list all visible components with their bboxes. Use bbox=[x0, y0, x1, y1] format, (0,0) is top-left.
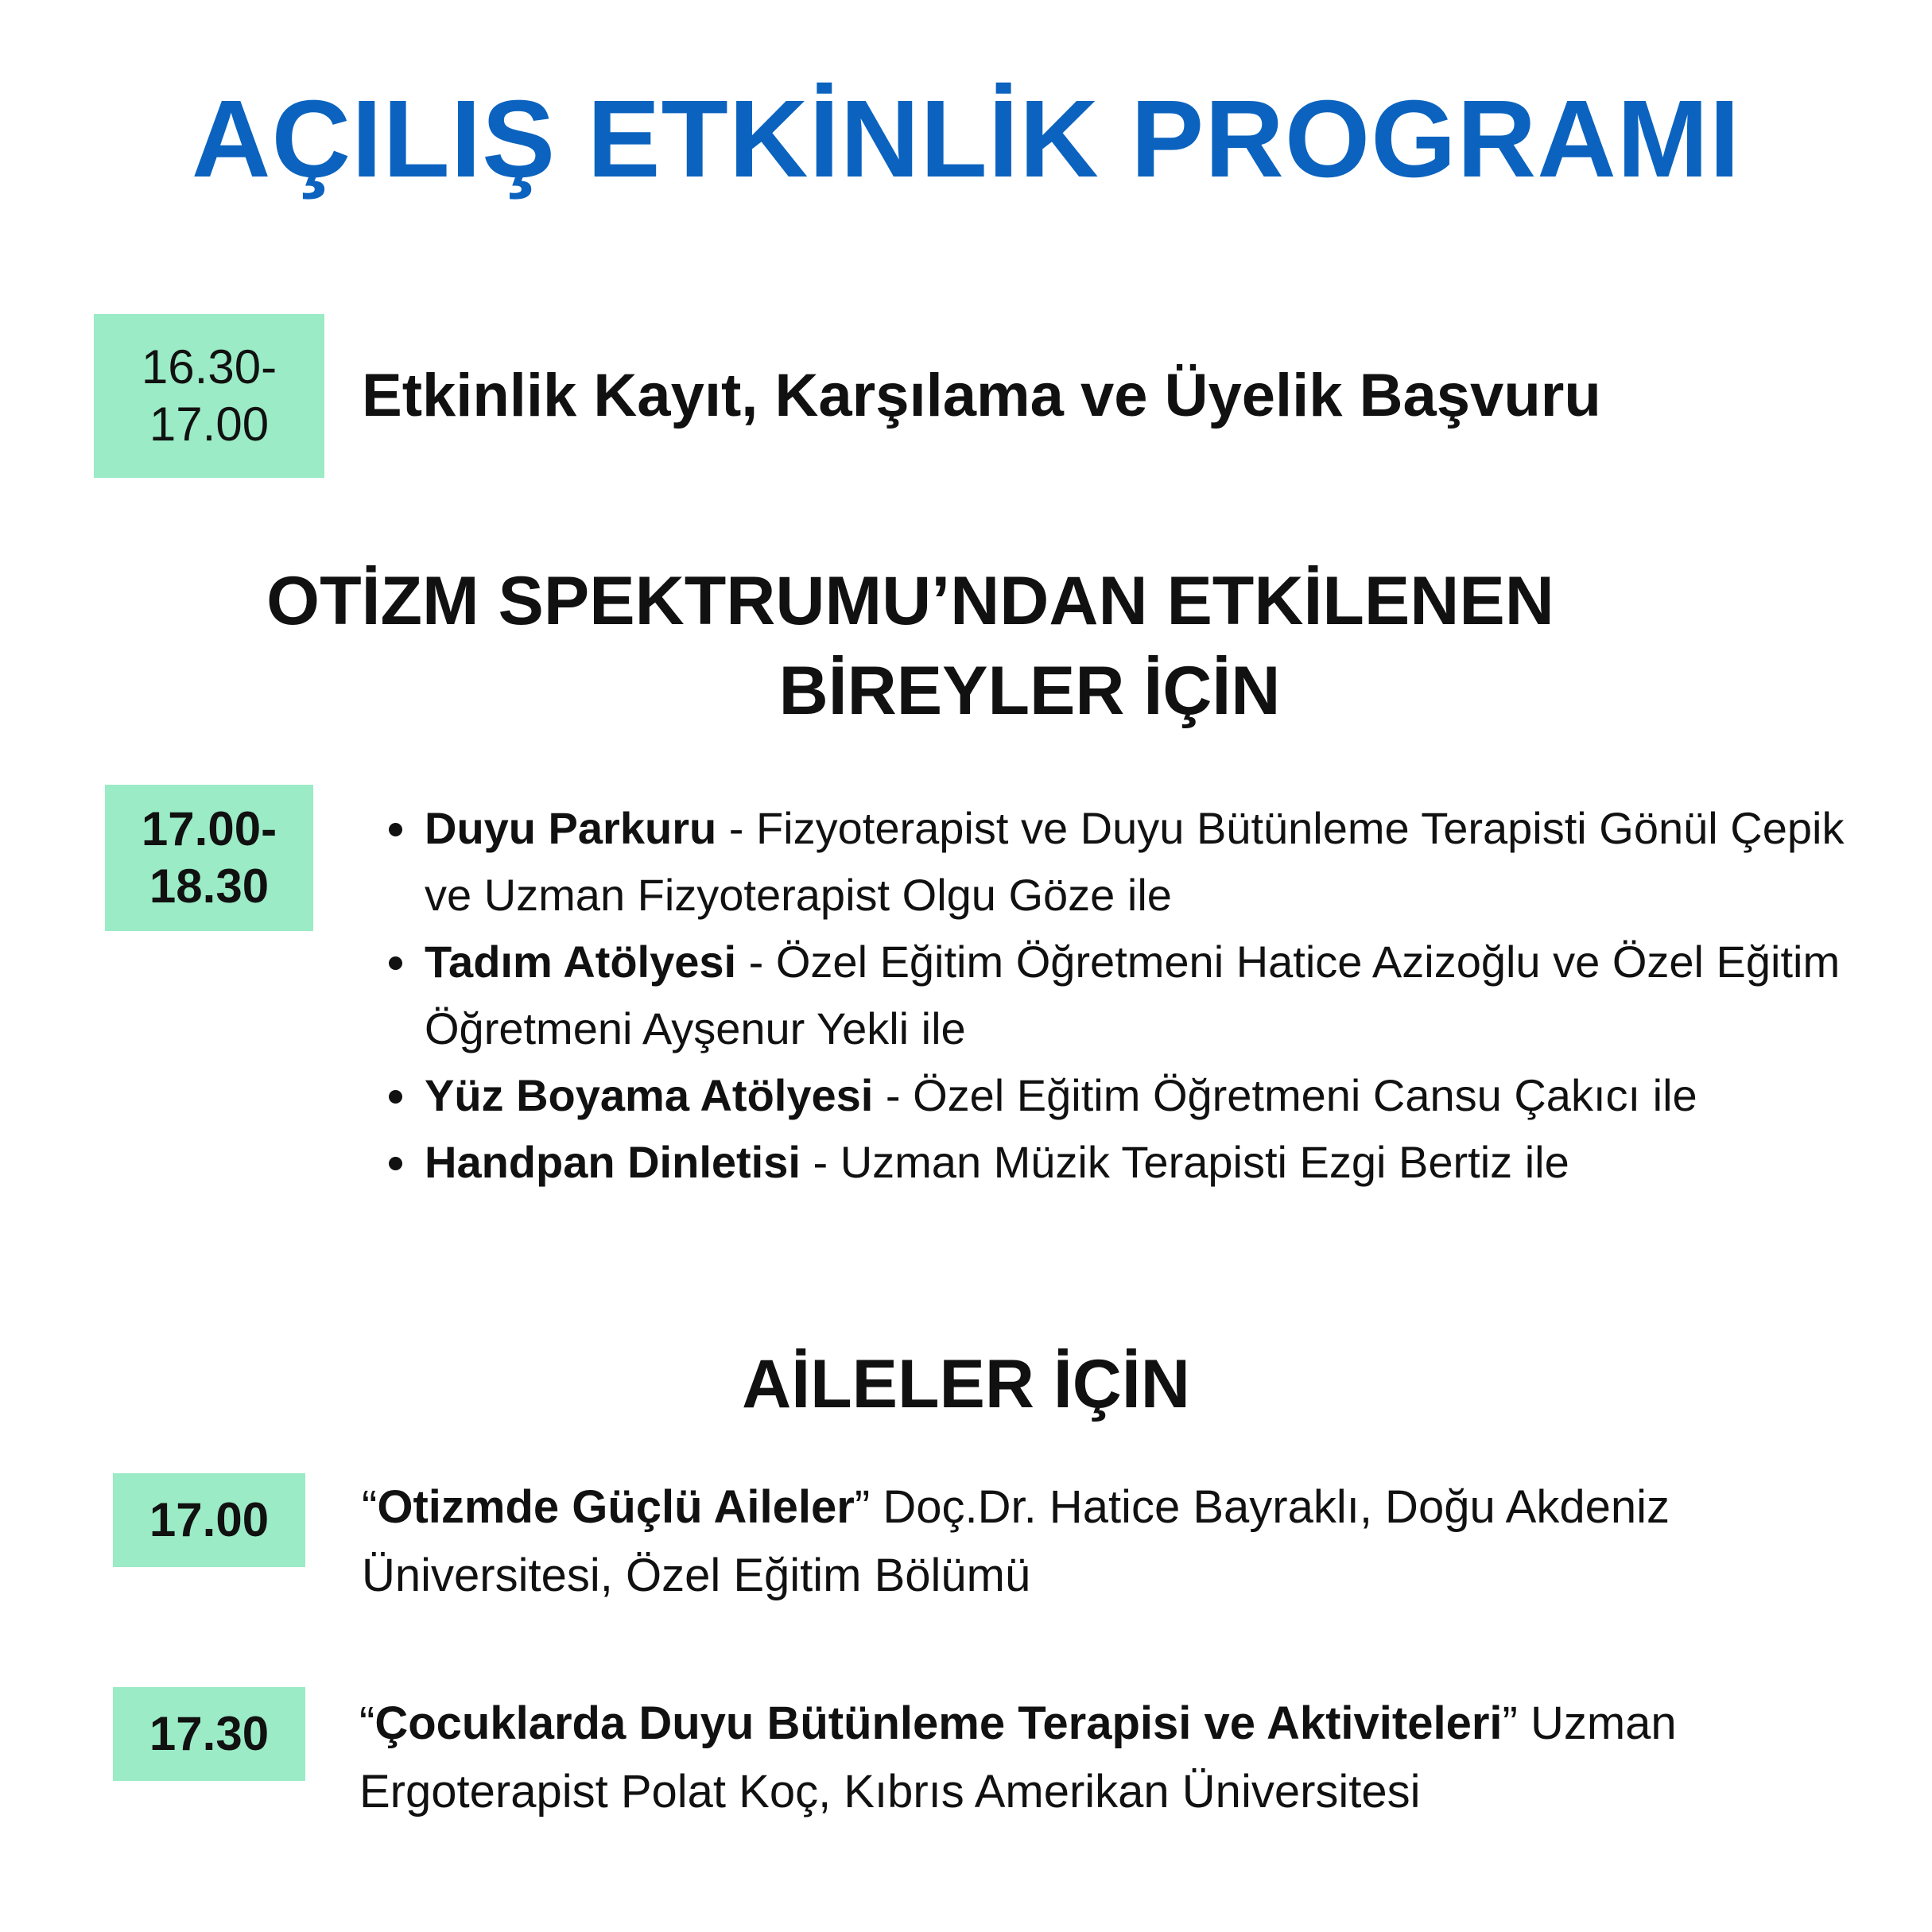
section-heading-line-1: OTİZM SPEKTRUMU’NDAN ETKİLENEN bbox=[266, 563, 1554, 639]
activity-list bbox=[374, 795, 1845, 1196]
quote-close: ” bbox=[854, 1481, 871, 1533]
activity-detail: - Özel Eğitim Öğretmeni Cansu Çakıcı ile bbox=[873, 1070, 1697, 1120]
time-badge-talk-1 bbox=[113, 1473, 305, 1567]
activity-name: Yüz Boyama Atölyesi bbox=[425, 1070, 874, 1120]
section-heading-line-2: BİREYLER İÇİN bbox=[778, 653, 1281, 730]
activity-name: Handpan Dinletisi bbox=[425, 1137, 801, 1187]
talk-detail: Uzman Ergoterapist Polat Koç, Kıbrıs Amerikan Üniversitesi bbox=[359, 1697, 1677, 1818]
talk-time: 17.30 bbox=[149, 1707, 270, 1760]
time-start: 17.00- bbox=[141, 802, 277, 855]
talk-title: Çocuklarda Duyu Bütünleme Terapisi ve Aktiviteleri bbox=[374, 1697, 1503, 1749]
time-end: 18.30 bbox=[149, 859, 270, 913]
list-item bbox=[421, 795, 1845, 929]
section-heading-families: AİLELER İÇİN bbox=[742, 1346, 1190, 1422]
activity-detail: - Özel Eğitim Öğretmeni Hatice Azizoğlu ve Özel Eğitim Öğretmeni Ayşenur Yekli ile bbox=[425, 937, 1841, 1053]
list-item bbox=[421, 1129, 1845, 1196]
time-badge-opening bbox=[94, 314, 324, 478]
quote-open: “ bbox=[362, 1481, 378, 1533]
opening-label: Etkinlik Kayıt, Karşılama ve Üyelik Başvuru bbox=[362, 362, 1601, 429]
time-start: 16.30- bbox=[141, 340, 277, 394]
activity-detail: - Fizyoterapist ve Duyu Bütünleme Terapisti Gönül Çepik ve Uzman Fizyoterapist Olgu Göze ile bbox=[425, 803, 1845, 920]
page-title: AÇILIŞ ETKİNLİK PROGRAMI bbox=[191, 78, 1741, 200]
talk-1 bbox=[362, 1473, 1793, 1610]
activity-name: Tadım Atölyesi bbox=[425, 937, 737, 987]
quote-open: “ bbox=[359, 1697, 375, 1749]
time-end: 17.00 bbox=[149, 398, 270, 451]
quote-close: ” bbox=[1502, 1697, 1518, 1749]
time-badge-talk-2 bbox=[113, 1687, 305, 1781]
talk-2 bbox=[359, 1690, 1830, 1826]
activity-name: Duyu Parkuru bbox=[425, 803, 717, 853]
talk-detail: Doç.Dr. Hatice Bayraklı, Doğu Akdeniz Üniversitesi, Özel Eğitim Bölümü bbox=[362, 1481, 1670, 1601]
list-item bbox=[421, 929, 1845, 1062]
talk-time: 17.00 bbox=[149, 1493, 270, 1546]
activity-detail: - Uzman Müzik Terapisti Ezgi Bertiz ile bbox=[800, 1137, 1569, 1187]
section-heading-autism bbox=[0, 561, 1932, 732]
time-badge-autism bbox=[105, 785, 313, 931]
list-item bbox=[421, 1062, 1845, 1129]
talk-title: Otizmde Güçlü Aileler bbox=[377, 1481, 855, 1533]
